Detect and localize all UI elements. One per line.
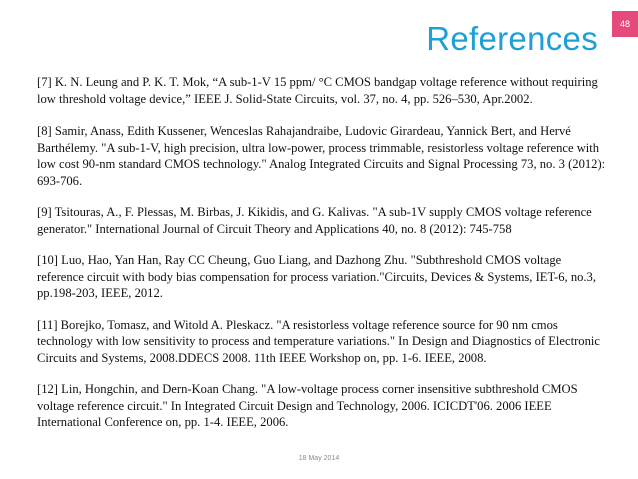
reference-item: [9] Tsitouras, A., F. Plessas, M. Birbas, J. Kikidis, and G. Kalivas. "A sub-1V supply CMOS voltage reference generator." International Journal of Circuit Theory and Applications 40, no. 8 (2012): 745-758 — [37, 205, 592, 236]
footer-date: 18 May 2014 — [298, 455, 340, 462]
reference-item: [8] Samir, Anass, Edith Kussener, Wenceslas Rahajandraibe, Ludovic Girardeau, Yannick Bert, and Hervé Barthélemy. "A sub-1-V, high precision, ultra low-power, process trimmable, resistorless voltage reference with low cost 90-nm standard CMOS technology." Analog Integrated Circuits and Signal Processing 73, no. 3 (2012): 693-706. — [37, 124, 606, 188]
reference-item: [11] Borejko, Tomasz, and Witold A. Pleskacz. "A resistorless voltage reference source for 90 nm cmos technology with low sensitivity to process and temperature variations." In Design and Diagnostics of Electronic Circuits and Systems, 2008.DDECS 2008. 11th IEEE Workshop on, pp. 1-6. IEEE, 2008. — [37, 317, 600, 365]
reference-item: [10] Luo, Hao, Yan Han, Ray CC Cheung, Guo Liang, and Dazhong Zhu. "Subthreshold CMOS voltage reference circuit with body bias compensation for process variation."Circuits, Devices & Systems, IET-6, no.3, pp.198-203, IEEE, 2012. — [37, 253, 597, 300]
reference-list — [37, 74, 607, 446]
reference-item: [12] Lin, Hongchin, and Dern-Koan Chang. "A low-voltage process corner insensitive subthreshold CMOS voltage reference circuit." In Integrated Circuit Design and Technology, 2006. ICICDT'06. 2006 IEEE International Conference on, pp. 1-4. IEEE, 2006. — [37, 382, 578, 429]
reference-item: [7] K. N. Leung and P. K. T. Mok, “A sub-1-V 15 ppm/ °C CMOS bandgap voltage reference without requiring low threshold voltage device,” IEEE J. Solid-State Circuits, vol. 37, no. 4, pp. 526–530, Apr.2002. — [37, 75, 598, 106]
slide-title: References — [426, 20, 598, 57]
page-number-badge: 48 — [612, 11, 638, 37]
